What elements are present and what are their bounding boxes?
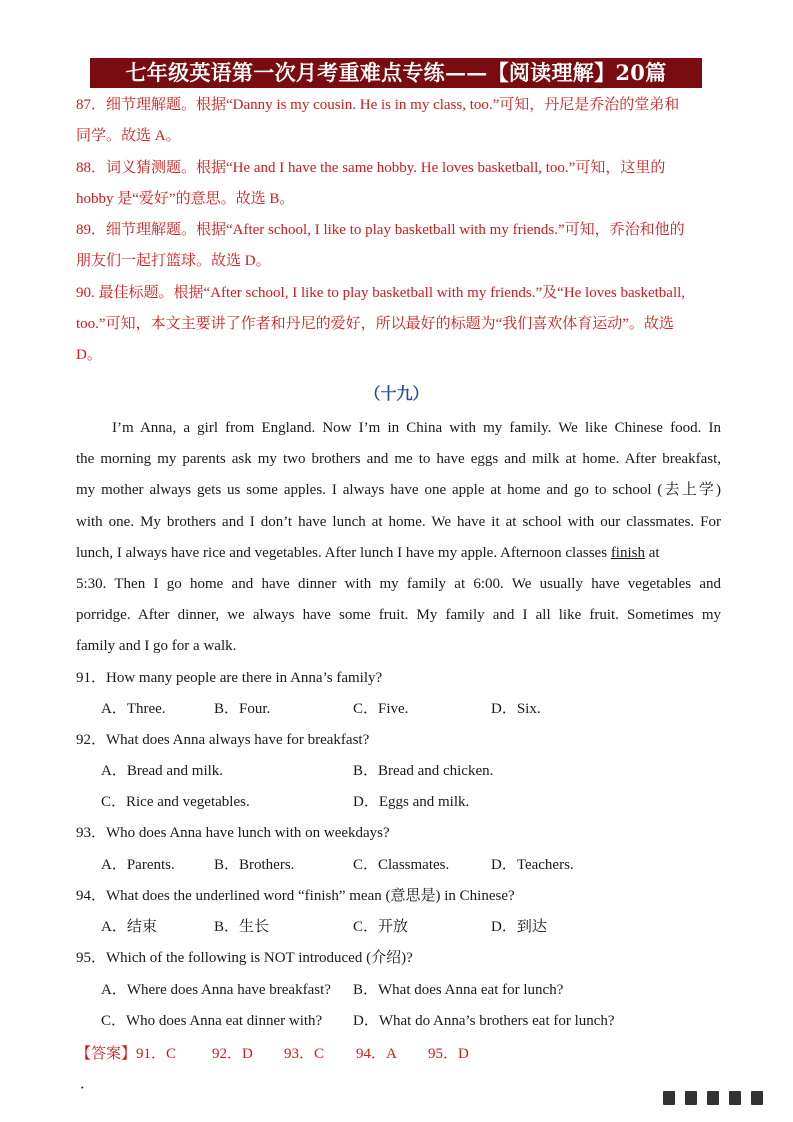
watermark-logo [663,1087,773,1109]
question-stem: 93．Who does Anna have lunch with on weekdays? [76,825,390,841]
explanation-line: hobby 是“爱好”的意思。故选 B。 [76,191,295,207]
watermark-icon [663,1091,675,1105]
option-d: D．Teachers. [491,857,574,873]
option-b: B．生长 [214,919,270,935]
document-title: 七年级英语第一次月考重难点专练——【阅读理解】20篇 [90,58,702,88]
option-d: D．到达 [491,919,547,935]
option-b: B．Brothers. [214,857,295,873]
explanation-line: 90. 最佳标题。根据“After school, I like to play basketball with my friends.”及“He loves basketball, [76,285,686,301]
question-stem: 92．What does Anna always have for breakfast? [76,732,370,748]
passage-text: lunch, I always have rice and vegetables. After lunch I have my apple. Afternoon classes [76,545,611,561]
option-b: B．Four. [214,701,271,717]
passage-text: at [644,545,660,561]
answer-item: 93．C [284,1046,325,1062]
answer-label: 【答案】 [76,1046,137,1062]
passage-line: porridge. After dinner, we always have some fruit. My family and I all like fruit. Sometimes my [76,607,721,623]
answer-item: 95．D [428,1046,469,1062]
watermark-icon [751,1091,763,1105]
explanation-line: 88．词义猜测题。根据“He and I have the same hobby. He loves basketball, too.”可知，这里的 [76,160,666,176]
passage-line: the morning my parents ask my two brothers and me to have eggs and milk at home. After breakfast, [76,451,721,467]
question-stem: 94．What does the underlined word “finish” mean (意思是) in Chinese? [76,888,515,904]
option-d: D．Eggs and milk. [353,794,470,810]
passage-line: I’m Anna, a girl from England. Now I’m in China with my family. We like Chinese food. In [112,420,721,436]
option-b: B．What does Anna eat for lunch? [353,982,564,998]
option-a: A．Three. [101,701,166,717]
question-stem: 95．Which of the following is NOT introduced (介绍)? [76,950,413,966]
explanation-line: 同学。故选 A。 [76,128,181,144]
answer-item: 94．A [356,1046,397,1062]
option-a: A．Where does Anna have breakfast? [101,982,331,998]
watermark-icon [707,1091,719,1105]
option-c: C．Who does Anna eat dinner with? [101,1013,323,1029]
option-a: A．Bread and milk. [101,763,224,779]
option-d: D．What do Anna’s brothers eat for lunch? [353,1013,615,1029]
explanation-line: 朋友们一起打篮球。故选 D。 [76,253,271,269]
passage-line: with one. My brothers and I don’t have lunch at home. We have it at school with our classmates. For [76,514,721,530]
explanation-line: D。 [76,347,102,363]
watermark-icon [729,1091,741,1105]
passage-line: family and I go for a walk. [76,638,237,654]
answer-item: 92．D [212,1046,253,1062]
option-c: C．Five. [353,701,409,717]
answer-item: 91．C [136,1046,177,1062]
question-stem: 91．How many people are there in Anna’s family? [76,670,383,686]
passage-line: 5:30. Then I go home and have dinner with my family at 6:00. We usually have vegetables and [76,576,721,592]
option-c: C．Classmates. [353,857,450,873]
explanation-line: too.”可知，本文主要讲了作者和丹尼的爱好，所以最好的标题为“我们喜欢体育运动”。故选 [76,316,674,332]
section-title: （十九） [364,386,429,403]
underlined-word: finish [610,545,645,561]
passage-line [76,543,721,563]
trailing-mark: ． [80,1076,96,1092]
passage-line: my mother always gets us some apples. I always have one apple at home and go to school (去上学) [76,482,721,498]
answer-line [76,1042,478,1063]
option-d: D．Six. [491,701,541,717]
watermark-icon [685,1091,697,1105]
option-a: A．Parents. [101,857,175,873]
option-b: B．Bread and chicken. [353,763,494,779]
option-c: C．Rice and vegetables. [101,794,250,810]
explanation-line: 87．细节理解题。根据“Danny is my cousin. He is in my class, too.”可知，丹尼是乔治的堂弟和 [76,97,680,113]
option-a: A．结束 [101,919,157,935]
explanation-line: 89．细节理解题。根据“After school, I like to play basketball with my friends.”可知，乔治和他的 [76,222,685,238]
option-c: C．开放 [353,919,409,935]
